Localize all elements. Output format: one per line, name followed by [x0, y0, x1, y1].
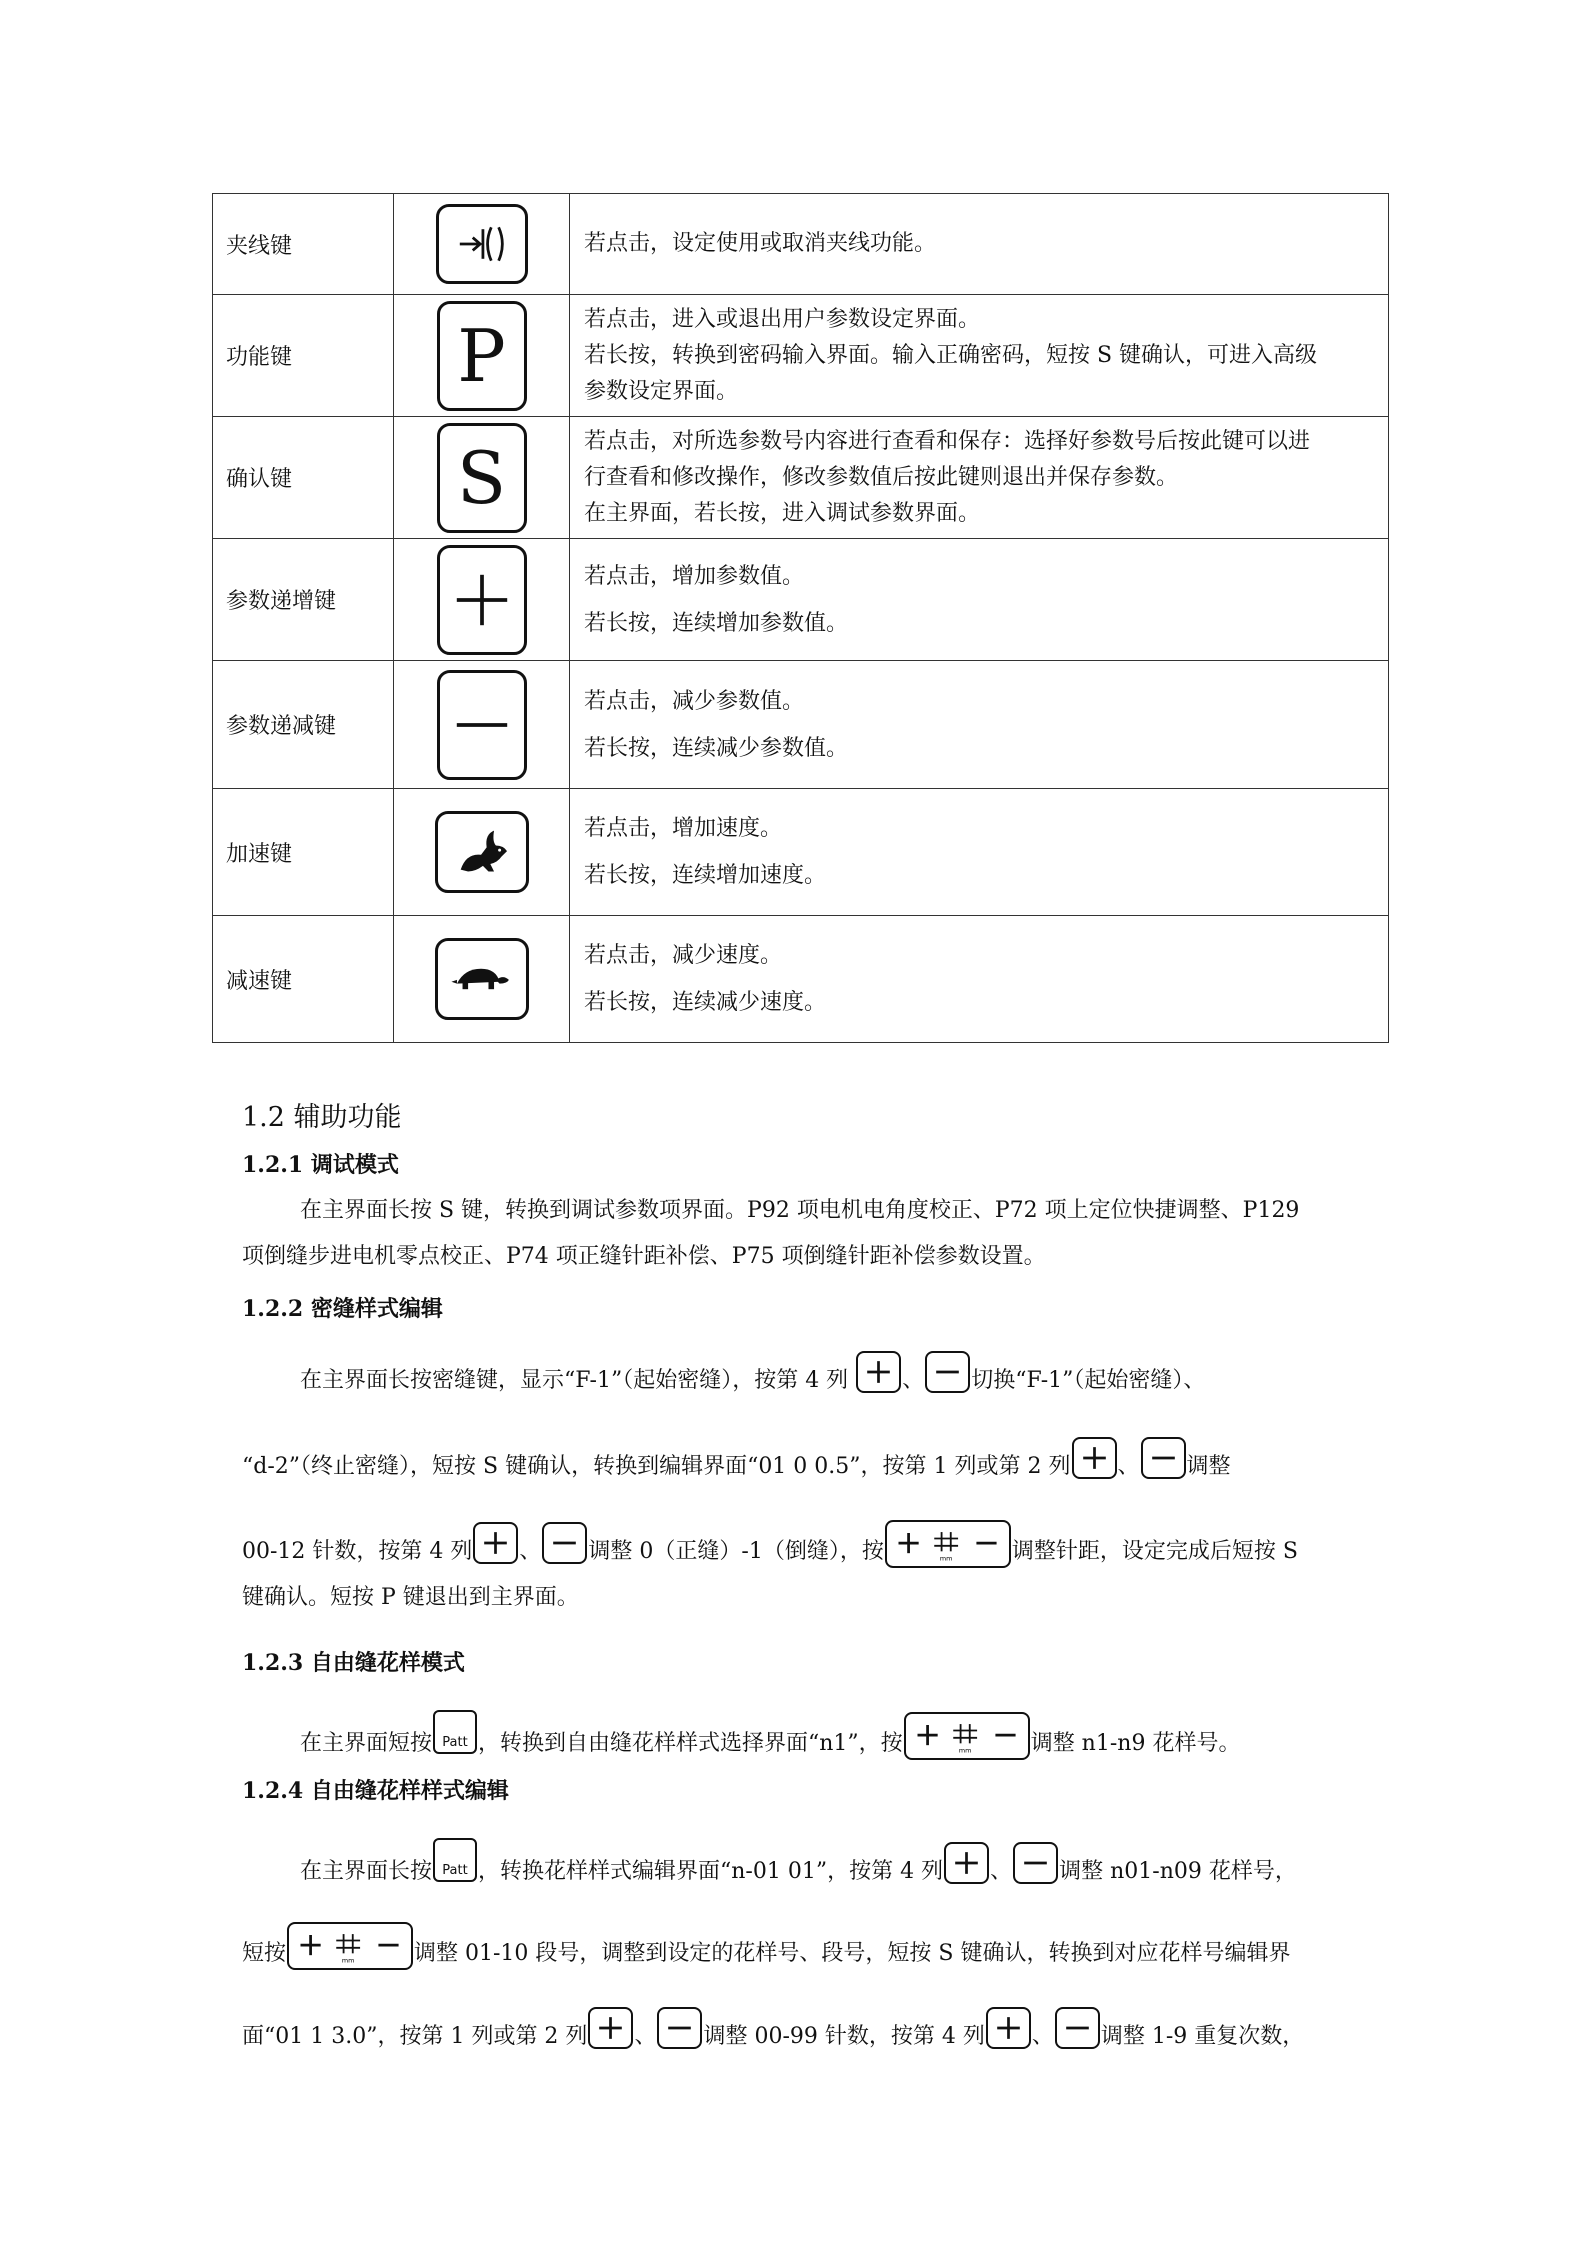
text-line: ，转换到自由缝花样样式选择界面“n1”，按 — [478, 1731, 903, 1756]
key-name: 确认键 — [213, 417, 394, 539]
stitch-length-key-icon — [904, 1712, 1030, 1760]
text-line: 调整 n01-n09 花样号， — [1059, 1859, 1297, 1884]
key-description: 行查看和修改操作，修改参数值后按此键则退出并保存参数。 — [584, 464, 1179, 490]
stitch-unit-label: mm — [341, 1956, 355, 1965]
key-name: 夹线键 — [213, 194, 394, 295]
plus-key-icon — [986, 2007, 1031, 2049]
key-description: 若点击，设定使用或取消夹线功能。 — [584, 231, 937, 256]
key-description: 若长按，转换到密码输入界面。输入正确密码，短按 S 键确认，可进入高级 — [584, 342, 1318, 368]
table-row — [213, 916, 1389, 1043]
text-line: 键确认。短按 P 键退出到主界面。 — [242, 1585, 579, 1610]
p-letter-icon — [437, 301, 527, 411]
stitch-unit-label: mm — [939, 1554, 953, 1563]
text-line: 调整针距，设定完成后短按 S — [1011, 1539, 1298, 1564]
key-description: 若点击，进入或退出用户参数设定界面。 — [584, 306, 981, 332]
rabbit-icon — [435, 811, 529, 893]
paragraph — [242, 1437, 1362, 1490]
text-line: 调整 — [1186, 1454, 1231, 1479]
subsection-heading: 1.2.3 自由缝花样模式 — [242, 1650, 465, 1676]
subsection-heading: 1.2.2 密缝样式编辑 — [242, 1296, 443, 1322]
stitch-length-key-icon — [885, 1520, 1011, 1568]
text-line: 在主界面长按 S 键，转换到调试参数项界面。P92 项电机电角度校正、P72 项上定位快捷调整、P129 — [300, 1198, 1300, 1223]
text-line: 00-12 针数，按第 4 列 — [242, 1539, 473, 1564]
text-line: 、 — [990, 1859, 1013, 1884]
key-glyph: S — [456, 435, 507, 520]
key-name: 加速键 — [213, 789, 394, 916]
text-line: 在主界面短按 — [300, 1731, 433, 1756]
text-line: 调整 0（正缝）-1（倒缝），按 — [588, 1539, 884, 1564]
plus-icon — [437, 545, 527, 655]
patt-label: Patt — [442, 1863, 468, 1878]
minus-key-icon — [1055, 2007, 1100, 2049]
text-line: 调整 01-10 段号，调整到设定的花样号、段号，短按 S 键确认，转换到对应花样号编辑界 — [414, 1941, 1291, 1966]
key-description: 若点击，对所选参数号内容进行查看和保存：选择好参数号后按此键可以进 — [584, 428, 1311, 454]
key-function-table — [212, 193, 1389, 1043]
text-line: ，转换花样样式编辑界面“n-01 01”，按第 4 列 — [478, 1859, 944, 1884]
key-description: 若点击，减少速度。 — [584, 943, 783, 968]
paragraph — [242, 1520, 1362, 1621]
key-name: 减速键 — [213, 916, 394, 1043]
text-line: 、 — [1117, 1454, 1140, 1479]
minus-icon — [437, 670, 527, 780]
text-line: “d-2”（终止密缝），短按 S 键确认，转换到编辑界面“01 0 0.5”，按第 1 列或第 2 列 — [242, 1454, 1071, 1479]
text-line: 调整 1-9 重复次数， — [1100, 2024, 1305, 2049]
paragraph — [242, 1838, 1362, 1895]
text-line: 调整 n1-n9 花样号。 — [1030, 1731, 1241, 1756]
key-name: 参数递减键 — [213, 661, 394, 789]
minus-key-icon — [1013, 1842, 1058, 1884]
minus-key-icon — [1141, 1437, 1186, 1479]
plus-key-icon — [473, 1522, 518, 1564]
patt-key-icon — [433, 1710, 477, 1754]
plus-key-icon — [944, 1842, 989, 1884]
minus-key-icon — [657, 2007, 702, 2049]
text-line: 、 — [519, 1539, 542, 1564]
turtle-icon — [435, 938, 529, 1020]
s-letter-icon — [437, 423, 527, 533]
key-description: 若长按，连续增加参数值。 — [584, 610, 849, 636]
key-description: 若点击，减少参数值。 — [584, 688, 805, 714]
patt-label: Patt — [442, 1735, 468, 1750]
minus-key-icon — [542, 1522, 587, 1564]
table-row — [213, 789, 1389, 916]
text-line: 、 — [1031, 2024, 1054, 2049]
thread-clamp-icon — [436, 204, 528, 284]
text-line: 、 — [902, 1368, 925, 1393]
plus-key-icon — [1072, 1437, 1117, 1479]
key-description: 参数设定界面。 — [584, 378, 739, 404]
plus-key-icon — [856, 1351, 901, 1393]
table-row — [213, 661, 1389, 789]
minus-key-icon — [925, 1351, 970, 1393]
paragraph — [242, 2007, 1362, 2060]
text-line: 面“01 1 3.0”，按第 1 列或第 2 列 — [242, 2024, 588, 2049]
plus-key-icon — [588, 2007, 633, 2049]
key-name: 参数递增键 — [213, 539, 394, 661]
subsection-heading: 1.2.1 调试模式 — [242, 1152, 399, 1178]
key-description: 若长按，连续减少速度。 — [584, 990, 827, 1015]
stitch-unit-label: mm — [958, 1746, 972, 1755]
paragraph — [242, 1188, 1362, 1280]
text-line: 切换“F-1”（起始密缝）、 — [971, 1368, 1206, 1393]
key-description: 若点击，增加参数值。 — [584, 563, 805, 589]
key-description: 若长按，连续减少参数值。 — [584, 735, 849, 761]
text-line: 在主界面长按 — [300, 1859, 433, 1884]
text-line: 项倒缝步进电机零点校正、P74 项正缝针距补偿、P75 项倒缝针距补偿参数设置。 — [242, 1244, 1046, 1269]
key-description: 若点击，增加速度。 — [584, 816, 783, 841]
stitch-length-key-icon — [287, 1922, 413, 1970]
key-glyph: P — [457, 313, 506, 398]
table-row — [213, 539, 1389, 661]
table-row — [213, 417, 1389, 539]
patt-key-icon — [433, 1838, 477, 1882]
text-line: 在主界面长按密缝键，显示“F-1”（起始密缝），按第 4 列 — [300, 1368, 849, 1393]
text-line: 、 — [634, 2024, 657, 2049]
section-heading: 1.2 辅助功能 — [242, 1102, 402, 1133]
key-description: 在主界面，若长按，进入调试参数界面。 — [584, 500, 981, 526]
paragraph — [242, 1710, 1362, 1767]
paragraph — [242, 1351, 1362, 1404]
text-line: 短按 — [242, 1941, 287, 1966]
text-line: 调整 00-99 针数，按第 4 列 — [703, 2024, 985, 2049]
table-row — [213, 194, 1389, 295]
key-description: 若长按，连续增加速度。 — [584, 863, 827, 888]
table-row — [213, 295, 1389, 417]
subsection-heading: 1.2.4 自由缝花样样式编辑 — [242, 1778, 509, 1804]
key-name: 功能键 — [213, 295, 394, 417]
paragraph — [242, 1922, 1362, 1977]
